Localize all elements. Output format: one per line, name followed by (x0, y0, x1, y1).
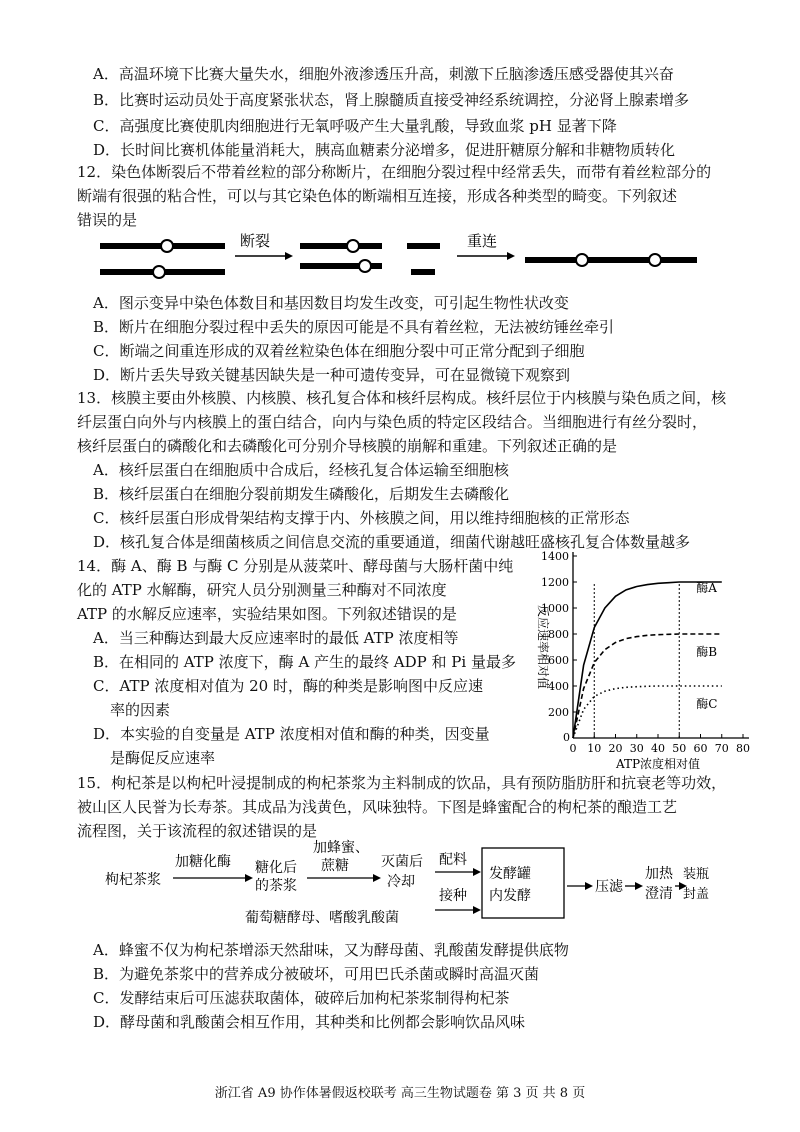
q11-option-a: A．高温环境下比赛大量失水，细胞外液渗透压升高，刺激下丘脑渗透压感受器使其兴奋 (93, 65, 674, 83)
fermentation-tank-box (482, 848, 564, 918)
flow-s5b: 封盖 (683, 887, 710, 902)
brewing-flowchart (95, 838, 715, 938)
q13-option-a: A．核纤层蛋白在细胞质中合成后，经核孔复合体运输至细胞核 (93, 461, 509, 479)
y-tick-label: 400 (548, 680, 569, 693)
flow-inoc: 接种 (439, 888, 467, 904)
x-tick-label: 50 (672, 742, 687, 755)
q13-stem-2: 纤层蛋白向外与内核膜上的蛋白结合，向内与染色质的特定区段结合。当细胞进行有丝分裂时， (77, 413, 708, 431)
q14-option-d: D．本实验的自变量是 ATP 浓度相对值和酶的种类，因变量 (93, 725, 490, 743)
centromere (161, 240, 173, 252)
flow-s3: 压滤 (595, 879, 623, 895)
x-tick-label: 70 (714, 742, 729, 755)
q12-option-a: A．图示变异中染色体数目和基因数目均发生改变，可引起生物性状改变 (93, 294, 569, 312)
q11-option-b: B．比赛时运动员处于高度紧张状态，肾上腺髓质直接受神经系统调控，分泌肾上腺素增多 (93, 91, 690, 109)
series-label: 酶A (696, 581, 717, 595)
q14-option-c-cont: 率的因素 (110, 701, 171, 719)
q14-option-a: A．当三种酶达到最大反应速率时的最低 ATP 浓度相等 (93, 629, 459, 647)
y-tick-label: 800 (548, 628, 569, 641)
q15-option-a: A．蜂蜜不仅为枸杞茶增添天然甜味，又为酵母菌、乳酸菌发酵提供底物 (93, 941, 569, 959)
centromere (347, 240, 359, 252)
q12-stem-1: 12．染色体断裂后不带着丝粒的部分称断片，在细胞分裂过程中经常丢失，而带有着丝粒部分的 (77, 163, 712, 181)
centromere (359, 260, 371, 272)
q14-stem-1: 14．酶 A、酶 B 与酶 C 分别是从菠菜叶、酵母菌与大肠杆菌中纯 (77, 557, 514, 575)
x-tick-label: 0 (569, 742, 577, 755)
flow-tank-a: 发酵罐 (489, 866, 531, 882)
flow-mid1b: 的茶浆 (255, 878, 297, 894)
y-tick-label: 1200 (541, 576, 569, 589)
flow-yeast: 葡萄糖酵母、嗜酸乳酸菌 (245, 910, 399, 926)
series-line (573, 582, 722, 738)
q13-option-b: B．核纤层蛋白在细胞分裂前期发生磷酸化，后期发生去磷酸化 (93, 485, 510, 503)
series-line (573, 686, 722, 738)
q14-option-c: C．ATP 浓度相对值为 20 时，酶的种类是影响图中反应速 (93, 677, 483, 695)
arrow-head (285, 252, 293, 260)
series-label: 酶C (696, 697, 718, 711)
q11-option-d: D．长时间比赛机体能量消耗大，胰高血糖素分泌增多，促进肝糖原分解和非糖物质转化 (93, 141, 676, 159)
q12-option-b: B．断片在细胞分裂过程中丢失的原因可能是不具有着丝粒，无法被纺锤丝牵引 (93, 318, 615, 336)
q14-option-b: B．在相同的 ATP 浓度下，酶 A 产生的最终 ADP 和 Pi 量最多 (93, 653, 516, 671)
flow-mid1a: 糖化后 (255, 860, 297, 876)
q15-option-d: D．酵母菌和乳酸菌会相互作用，其种类和比例都会影响饮品风味 (93, 1013, 526, 1031)
flow-step1-label: 加糖化酶 (175, 854, 231, 870)
q13-stem-3: 核纤层蛋白的磷酸化和去磷酸化可分别介导核膜的崩解和重建。下列叙述正确的是 (77, 437, 618, 455)
x-axis-title: ATP浓度相对值 (615, 757, 701, 771)
flow-tank-b: 内发酵 (489, 888, 531, 904)
flow-s5a: 装瓶 (683, 867, 710, 882)
q12-option-d: D．断片丢失导致关键基因缺失是一种可遗传变异，可在显微镜下观察到 (93, 366, 571, 384)
q15-stem-1: 15．枸杞茶是以枸杞叶浸提制成的枸杞茶浆为主料制成的饮品，具有预防脂肪肝和抗衰老等功效， (77, 774, 727, 792)
centromere (649, 254, 661, 266)
flow-step2a: 加蜂蜜、 (313, 840, 369, 856)
y-tick-label: 600 (548, 654, 569, 667)
flow-peiliao: 配料 (439, 852, 467, 868)
x-tick-label: 20 (608, 742, 623, 755)
arrow-head (373, 874, 381, 882)
arrow-head (635, 882, 643, 890)
x-tick-label: 80 (736, 742, 750, 755)
break-label: 断裂 (240, 232, 271, 250)
q15-option-c: C．发酵结束后可压滤获取菌体，破碎后加枸杞茶浆制得枸杞茶 (93, 989, 510, 1007)
flow-mid2b: 冷却 (387, 874, 415, 890)
centromere (576, 254, 588, 266)
y-tick-label: 0 (563, 731, 570, 744)
page-footer: 浙江省 A9 协作体暑假返校联考 高三生物试题卷 第 3 页 共 8 页 (214, 1086, 586, 1101)
q13-option-c: C．核纤层蛋白形成骨架结构支撑于内、外核膜之间，用以维持细胞核的正常形态 (93, 509, 630, 527)
y-axis-title: 反应速率相对值 (536, 604, 550, 690)
q12-stem-2: 断端有很强的粘合性，可以与其它染色体的断端相互连接，形成各种类型的畸变。下列叙述 (77, 187, 678, 205)
x-tick-label: 10 (587, 742, 602, 755)
arrow-head (245, 874, 253, 882)
x-tick-label: 60 (693, 742, 708, 755)
q12-option-c: C．断端之间重连形成的双着丝粒染色体在细胞分裂中可正常分配到子细胞 (93, 342, 585, 360)
y-tick-label: 200 (548, 706, 569, 719)
q15-option-b: B．为避免茶浆中的营养成分被破坏，可用巴氏杀菌或瞬时高温灭菌 (93, 965, 540, 983)
arrow-head (507, 252, 515, 260)
x-tick-label: 30 (629, 742, 644, 755)
x-tick-label: 40 (651, 742, 665, 755)
q15-stem-3: 流程图，关于该流程的叙述错误的是 (77, 822, 318, 840)
q14-stem-2: 化的 ATP 水解酶，研究人员分别测量三种酶对不同浓度 (77, 581, 447, 599)
flow-s4a: 加热 (645, 866, 673, 882)
flow-step2b: 蔗糖 (321, 858, 349, 874)
arrow-head (473, 906, 481, 914)
y-tick-label: 1000 (541, 602, 569, 615)
flow-start: 枸杞茶浆 (105, 872, 161, 888)
rejoin-label: 重连 (467, 232, 498, 250)
enzyme-rate-chart (515, 548, 765, 780)
q12-stem-3: 错误的是 (77, 211, 138, 229)
chromosome-diagram (95, 232, 705, 284)
series-label: 酶B (696, 645, 718, 659)
q14-option-d-cont: 是酶促反应速率 (110, 749, 216, 767)
arrow-head (585, 882, 593, 890)
q11-option-c: C．高强度比赛使肌肉细胞进行无氧呼吸产生大量乳酸，导致血浆 pH 显著下降 (93, 117, 617, 135)
y-tick-label: 1400 (541, 550, 569, 563)
arrow-head (473, 868, 481, 876)
q14-stem-3: ATP 的水解反应速率，实验结果如图。下列叙述错误的是 (77, 605, 457, 623)
flow-s4b: 澄清 (645, 886, 673, 902)
centromere (153, 266, 165, 278)
flow-mid2a: 灭菌后 (381, 854, 423, 870)
q13-stem-1: 13．核膜主要由外核膜、内核膜、核孔复合体和核纤层构成。核纤层位于内核膜与染色质之间，核 (77, 389, 727, 407)
q13-option-d: D．核孔复合体是细菌核质之间信息交流的重要通道，细菌代谢越旺盛核孔复合体数量越多 (93, 533, 691, 551)
q15-stem-2: 被山区人民誉为长寿茶。其成品为浅黄色，风味独特。下图是蜂蜜配合的枸杞茶的酿造工艺 (77, 798, 678, 816)
